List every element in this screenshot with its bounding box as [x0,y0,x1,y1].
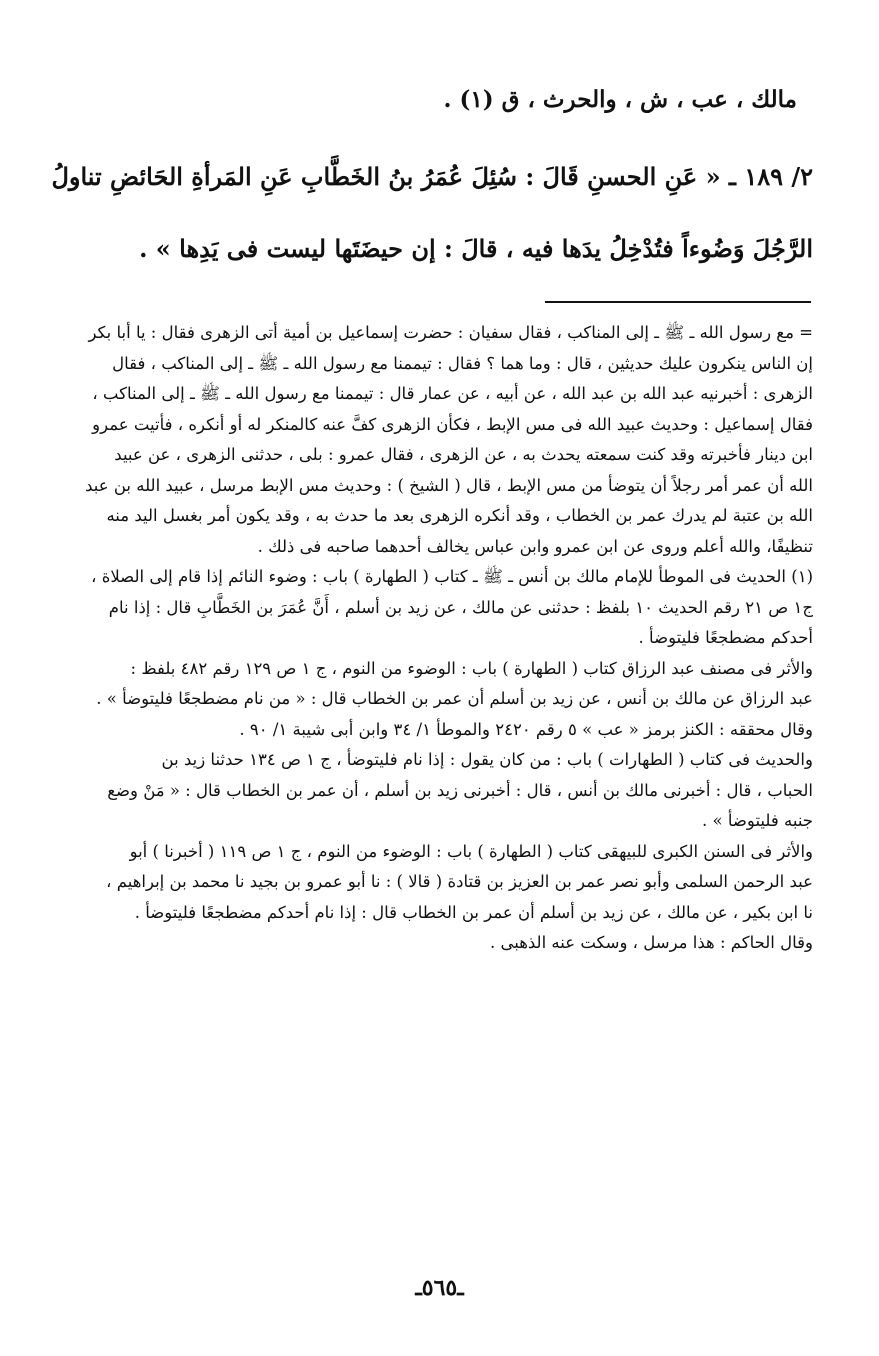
footnote-line: وقال الحاكم : هذا مرسل ، وسكت عنه الذهبى . [489,933,813,952]
footnote-line: نا ابن بكير ، عن مالك ، عن زيد بن أسلم أن عمر بن الخطاب قال : إذا نام أحدكم مضطجعًا فليتوضأ . [134,902,813,922]
footnote-line: والحديث فى كتاب ( الطهارات ) باب : من كان يقول : إذا نام فليتوضأ ، ج ١ ص ١٣٤ حدثنا زيد بن [161,750,813,769]
footnote-line: = مع رسول الله ـ ﷺ ـ إلى المناكب ، فقال سفيان : حضرت إسماعيل بن أمية أتى الزهرى فقال : يا أبا بكر [88,323,813,342]
footnote-line: الله بن عتبة لم يدرك عمر بن الخطاب ، وقد أنكره الزهرى بعد ما حدث به ، وقد يكون أمر بغسل اليد منه [106,506,813,525]
footnote-line: الزهرى : أخبرنيه عبد الله بن عبد الله ، عن أبيه ، عن عمار قال : تيممنا مع رسول الله ـ ﷺ ـ إلى المناكب ، [92,384,813,403]
footnote-line: ج١ ص ٢١ رقم الحديث ١٠ بلفظ : حدثنى عن مالك ، عن زيد بن أسلم ، أَنَّ عُمَرَ بن الخَطَّابِ قال : إذا نام [108,597,813,617]
hadith-line: ٢/ ١٨٩ ـ « عَنِ الحسنِ قَالَ : سُئِلَ عُمَرُ بنُ الخَطَّابِ عَنِ المَرأةِ الحَائضِ تناولُ [51,162,813,191]
footnote-line: عبد الرزاق عن مالك بن أنس ، عن زيد بن أسلم أن عمر بن الخطاب قال : « من نام مضطجعًا فليتوضأ » . [96,689,813,708]
page-number: ـ٥٦٥ـ [415,1275,464,1301]
footnote-line: والأثر فى مصنف عبد الرزاق كتاب ( الطهارة ) باب : الوضوء من النوم ، ج ١ ص ١٢٩ رقم ٤٨٢ بلفظ : [130,658,813,678]
footnote-line: (١) الحديث فى الموطأ للإمام مالك بن أنس ـ ﷺ ـ كتاب ( الطهارة ) باب : وضوء النائم إذا قام إلى الصلاة ، [91,567,813,586]
hadith-line: الرَّجُلَ وَضُوءاً فتُدْخِلُ يدَها فيه ، قالَ : إن حيضَتَها ليست فى يَدِها » . [139,234,813,263]
footnote-line: أحدكم مضطجعًا فليتوضأ . [638,628,813,647]
footnote-line: تنظيفًا، والله أعلم وروى عن ابن عمرو وابن عباس يخالف أحدهما صاحبه فى ذلك . [257,536,813,556]
footnotes [62,318,813,959]
footnote-line: جنبه فليتوضأ » . [702,811,813,830]
footnote-line: ابن دينار فأخبرته وقد كنت سمعته يحدث به ، عن الزهرى ، فقال عمرو : بلى ، حدثنى الزهرى ، عن عبيد [114,445,813,464]
footnote-line: عبد الرحمن السلمى وأبو نصر عمر بن العزيز بن قتادة ( قالا ) : نا أبو عمرو بن بجيد نا محمد بن إبراهيم ، [106,872,813,891]
main-text-top-line: مالك ، عب ، ش ، والحرث ، ق (١) . [443,86,797,113]
footnote-line: الحباب ، قال : أخبرنى مالك بن أنس ، قال : أخبرنى زيد بن أسلم ، أن عمر بن الخطاب قال : « مَنْ وضع [107,780,813,800]
footnote-line: الله أن عمر أمر رجلاً أن يتوضأ من مس الإبط ، قال ( الشيخ ) : وحديث مس الإبط مرسل ، عبيد الله بن عبد [85,475,813,495]
footnote-separator [545,301,811,303]
footnote-line: والأثر فى السنن الكبرى للبيهقى كتاب ( الطهارة ) باب : الوضوء من النوم ، ج ١ ص ١١٩ ( أخبرنا ) أبو [129,841,813,861]
hadith-text [51,141,813,285]
footnote-line: إن الناس ينكرون عليك حديثين ، قال : وما هما ؟ فقال : تيممنا مع رسول الله ـ ﷺ ـ إلى المناكب ، فقال [112,353,813,373]
footnote-line: وقال محققه : الكنز برمز « عب » ٥ رقم ٢٤٢٠ والموطأ ١/ ٣٤ وابن أبى شيبة ١/ ٩٠ . [239,719,813,739]
footnote-line: فقال إسماعيل : وحديث عبيد الله فى مس الإبط ، فكأن الزهرى كفَّ عنه كالمنكر له أو أنكره ، فأتيت عمرو [92,414,813,434]
